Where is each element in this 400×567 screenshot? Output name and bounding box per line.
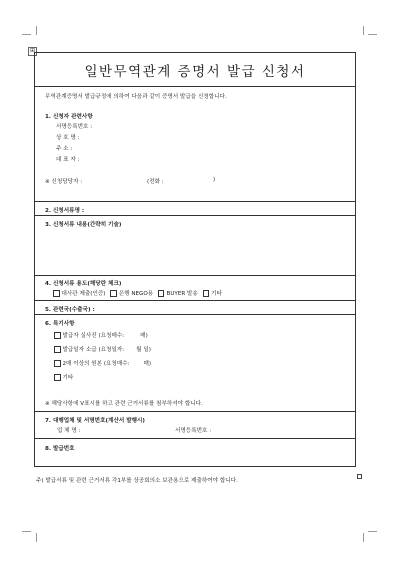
title-row [35, 53, 355, 87]
checkbox-photo[interactable] [54, 332, 61, 339]
intro-text: 무역관계증명서 발급규정에 의하여 다음과 같이 증명서 발급을 신청합니다. [45, 94, 227, 100]
application-form [34, 52, 356, 467]
crop-mark-bottom-left [22, 531, 31, 532]
checkbox-copies[interactable] [54, 360, 61, 367]
issuer-reg-no-label: 서명등록번호 : [175, 428, 212, 434]
option-other-label: 기타 [211, 291, 222, 297]
table-anchor-icon[interactable]: ⊞ [29, 47, 36, 54]
option-embassy-label: 대사관 제출(인증) [61, 291, 106, 297]
checkbox-embassy[interactable] [53, 290, 60, 297]
special-item-photo [54, 331, 148, 339]
crop-mark-bottom-left-v [36, 533, 37, 542]
purpose-options [53, 289, 222, 297]
reg-no-label: 서명등록번호 : [56, 124, 93, 130]
issuer-company-label: 업 체 명 : [57, 428, 81, 434]
crop-mark-top-left [22, 34, 31, 35]
form-title: 일반무역관계 증명서 발급 신청서 [84, 63, 306, 80]
table-end-handle[interactable] [357, 474, 362, 479]
issue-no-section [35, 439, 355, 467]
issue-no-heading: 8. 발급번호 [45, 446, 75, 452]
special-note: ※ 해당사항에 V표시를 하고 관련 근거서류를 첨부하셔야 합니다. [45, 401, 203, 407]
crop-mark-bottom-right [368, 531, 377, 532]
address-label: 주 소 : [56, 146, 73, 152]
checkbox-buyer[interactable] [158, 290, 165, 297]
crop-mark-top-left-v [36, 26, 37, 35]
phone-label: (전화 : [147, 179, 164, 185]
phone-close: ) [213, 177, 216, 183]
ceo-label: 대 표 자 : [56, 157, 80, 163]
crop-mark-top-right [368, 34, 377, 35]
issuer-heading: 7. 대행업체 및 서명번호(계산서 발행시) [45, 418, 145, 424]
purpose-section [35, 276, 355, 301]
special-item-date [54, 345, 151, 353]
checkbox-other[interactable] [203, 290, 210, 297]
special-item-copies-label: 2매 이상의 원본 (요청매수: [62, 361, 130, 367]
special-heading: 6. 특기사항 [45, 321, 75, 327]
issuer-section [35, 412, 355, 439]
special-item-date-label: 발급일자 소급 (요청일자: [62, 347, 125, 353]
crop-mark-bottom-right-v [363, 533, 364, 542]
special-item-copies [54, 359, 151, 367]
footnote: 주) 발급서류 및 관련 근거서류 각1부를 상공회의소 보관용으로 제출하여야 합니다. [36, 478, 238, 484]
checkbox-date[interactable] [54, 346, 61, 353]
special-item-photo-suffix: 매) [140, 333, 148, 339]
applicant-heading: 1. 신청자 관련사항 [45, 114, 93, 120]
option-buyer-label: BUYER 발송 [166, 291, 198, 297]
country-heading: 5. 관련국(수출국) : [45, 307, 95, 313]
company-label: 상 호 명 : [56, 135, 80, 141]
applicant-section [35, 87, 355, 202]
special-item-date-suffix: 월 일) [136, 347, 151, 353]
crop-mark-top-right-v [363, 26, 364, 35]
option-bank-nego-label: 은행 NEGO용 [118, 291, 154, 297]
special-item-copies-suffix: 매) [143, 361, 152, 367]
special-item-other-label: 기타 [62, 375, 74, 381]
doc-name-section [35, 202, 355, 216]
special-item-other [54, 373, 73, 381]
checkbox-bank-nego[interactable] [110, 290, 117, 297]
special-section [35, 315, 355, 412]
content-heading: 3. 신청서류 내용(간략히 기술) [45, 222, 122, 228]
doc-name-heading: 2. 신청서류명 : [45, 208, 85, 214]
content-section [35, 216, 355, 276]
checkbox-special-other[interactable] [54, 374, 61, 381]
special-item-photo-label: 발급자 실사진 (요청매수: [62, 333, 125, 339]
contact-label: ※ 신청담당자 : [45, 179, 83, 185]
country-section [35, 301, 355, 315]
purpose-heading: 4. 신청서류 용도(해당란 체크) [45, 281, 122, 287]
